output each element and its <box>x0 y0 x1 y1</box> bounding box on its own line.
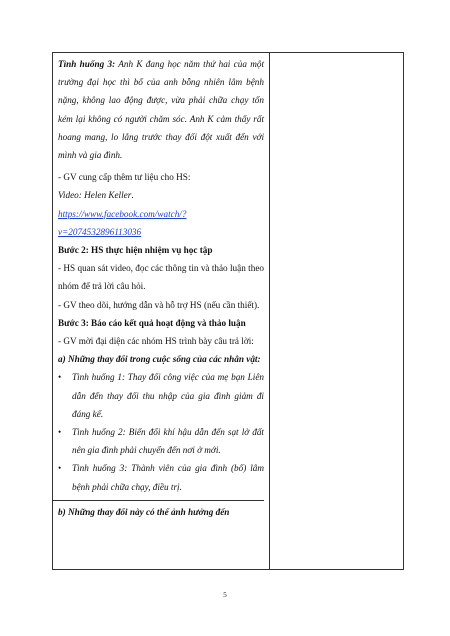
video-title <box>58 186 264 204</box>
section-a-heading: a) Những thay đổi trong cuộc sống của các nhân vật: <box>58 354 261 365</box>
step-2-item-1: - HS quan sát video, đọc các thông tin và thảo luận theo nhóm để trả lời câu hỏi. <box>58 263 264 292</box>
step-3-item-1: - GV mời đại diện các nhóm HS trình bày câu trả lời: <box>58 336 254 347</box>
list-item: • Tình huống 1: Thay đổi công việc của mẹ bạn Liên dẫn đến thay đổi thu nhập của gia đình giảm đi đáng kể. <box>58 368 264 423</box>
step-2-title: Bước 2: HS thực hiện nhiệm vụ học tập <box>58 245 213 256</box>
step-2-item-2: - GV theo dõi, hướng dẫn và hỗ trợ HS (nếu cần thiết). <box>58 299 260 310</box>
bullet-icon: • <box>58 427 62 438</box>
bullet-icon: • <box>58 463 62 474</box>
situation-3-label: Tình huống 3: <box>58 59 116 69</box>
video-link-line-1[interactable]: https://www.facebook.com/watch/? <box>58 208 187 219</box>
page-number: 5 <box>223 591 227 599</box>
situation-3-text: Anh K đang học năm thứ hai của một trường đại học thì bố của anh bỗng nhiên lâm bệnh nặng, không lao động được, vừa phải chữa chạy tốn kém lại không có người chăm sóc. Anh K cảm thấy rất hoang mang, lo lắng trước thay đổi đột xuất đến với mình và gia đình. <box>58 59 264 161</box>
list-item: • Tình huống 2: Biến đổi khí hậu dẫn đến sạt lở đất nên gia đình phải chuyển đến nơi ở mới. <box>58 423 264 459</box>
changes-list <box>58 368 264 495</box>
situation-3-paragraph <box>58 55 264 164</box>
video-link-line-2[interactable]: v=2074532896113036 <box>58 226 142 237</box>
list-item: • Tình huống 3: Thành viên của gia đình (bố) lâm bệnh phải chữa chạy, điều trị. <box>58 459 264 495</box>
step-3-title: Bước 3: Báo cáo kết quả hoạt động và thảo luận <box>58 317 246 328</box>
left-column-cell <box>58 55 264 521</box>
bullet-icon: • <box>58 372 62 383</box>
lesson-table <box>52 52 404 570</box>
video-period: . <box>131 190 134 201</box>
video-label: Video: Helen Keller <box>58 190 132 201</box>
section-b-heading: b) Những thay đổi này có thể ảnh hưởng đến <box>53 500 264 521</box>
video-link[interactable] <box>58 205 264 241</box>
column-divider <box>269 53 270 569</box>
gv-provide-text: - GV cung cấp thêm tư liệu cho HS: <box>58 172 191 183</box>
